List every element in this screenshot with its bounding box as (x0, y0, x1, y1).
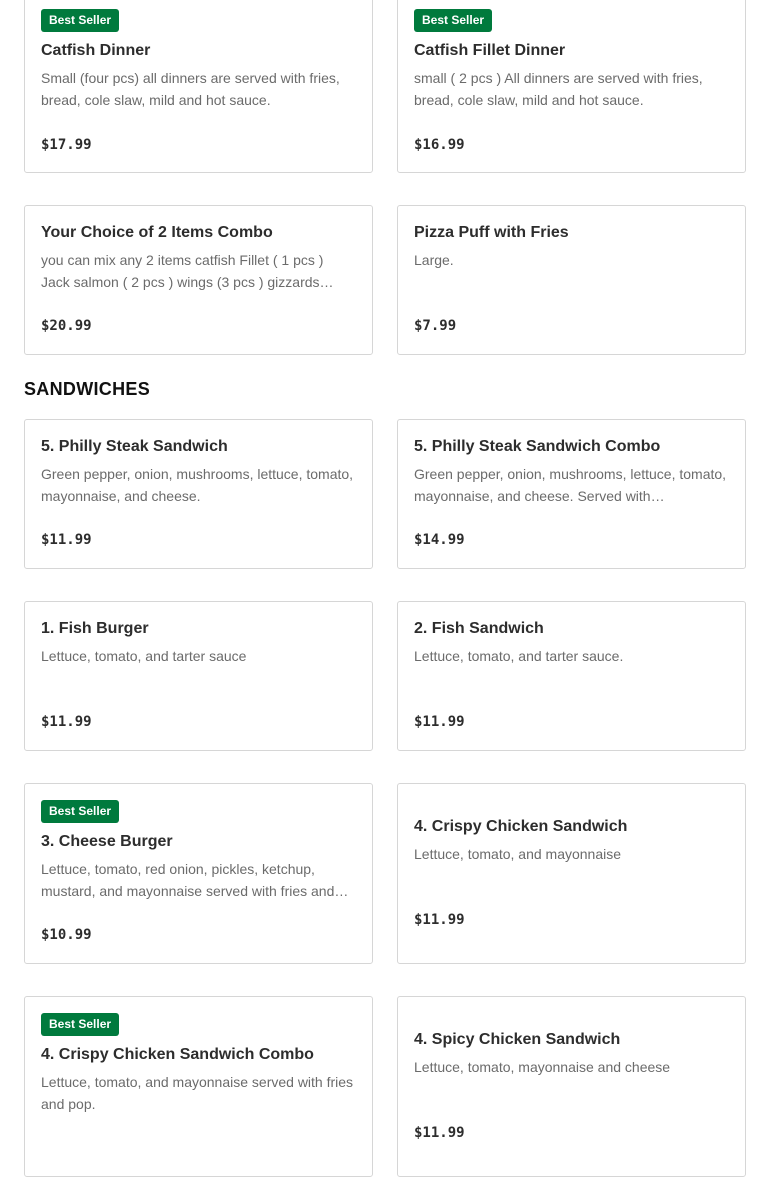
menu-item-description: Large. (414, 252, 454, 268)
menu-item-name: 4. Spicy Chicken Sandwich (414, 1031, 621, 1048)
menu-item-card[interactable] (24, 419, 373, 569)
menu-item-price: $7.99 (414, 318, 457, 334)
menu-item-card[interactable] (397, 783, 746, 964)
menu-item-name: 2. Fish Sandwich (414, 620, 544, 637)
menu-item-card[interactable] (24, 0, 373, 173)
best-seller-badge: Best Seller (41, 800, 119, 823)
menu-item-price: $20.99 (41, 318, 92, 334)
best-seller-badge: Best Seller (41, 1013, 119, 1036)
menu-grid-sandwiches (24, 419, 746, 1177)
menu-item-card[interactable] (397, 419, 746, 569)
menu-item-description: Lettuce, tomato, red onion, pickles, ketchup, mustard, and mayonnaise served with fries and… (41, 861, 349, 899)
menu-item-name: 1. Fish Burger (41, 620, 149, 637)
menu-item-name: 4. Crispy Chicken Sandwich (414, 818, 628, 835)
menu-item-name: 3. Cheese Burger (41, 833, 173, 850)
menu-item-description: Green pepper, onion, mushrooms, lettuce, tomato, mayonnaise, and cheese. Served with… (414, 466, 727, 504)
menu-item-description: Green pepper, onion, mushrooms, lettuce, tomato, mayonnaise, and cheese. (41, 466, 354, 504)
menu-item-price: $16.99 (414, 137, 465, 153)
menu-item-price: $10.99 (41, 927, 92, 943)
menu-item-price: $14.99 (414, 532, 465, 548)
menu-item-name: 5. Philly Steak Sandwich Combo (414, 438, 661, 455)
menu-item-card[interactable] (397, 205, 746, 355)
menu-grid-top (24, 0, 746, 355)
menu-item-price: $11.99 (41, 532, 92, 548)
menu-item-card[interactable] (24, 996, 373, 1177)
menu-item-description: Lettuce, tomato, and tarter sauce. (414, 648, 624, 664)
menu-item-card[interactable] (397, 601, 746, 751)
menu-item-price: $11.99 (414, 714, 465, 730)
menu-item-price: $11.99 (414, 1125, 465, 1141)
menu-item-name: 5. Philly Steak Sandwich (41, 438, 228, 455)
menu-item-card[interactable] (397, 996, 746, 1177)
menu-item-description: Lettuce, tomato, and mayonnaise served with fries and pop. (41, 1074, 354, 1112)
best-seller-badge: Best Seller (414, 9, 492, 32)
menu-item-card[interactable] (397, 0, 746, 173)
menu-item-price: $11.99 (41, 714, 92, 730)
menu-item-price: $11.99 (414, 912, 465, 928)
menu-item-description: Small (four pcs) all dinners are served with fries, bread, cole slaw, mild and hot sauce. (41, 70, 340, 108)
menu-item-card[interactable] (24, 601, 373, 751)
menu-item-name: Catfish Fillet Dinner (414, 42, 566, 59)
menu-item-name: 4. Crispy Chicken Sandwich Combo (41, 1046, 314, 1063)
menu-item-card[interactable] (24, 783, 373, 964)
menu-item-card[interactable] (24, 205, 373, 355)
menu-item-name: Pizza Puff with Fries (414, 224, 569, 241)
menu-item-description: you can mix any 2 items catfish Fillet ( 1 pcs ) Jack salmon ( 2 pcs ) wings (3 pcs ) gizzards… (41, 252, 334, 290)
section-title-sandwiches: SANDWICHES (24, 379, 151, 399)
best-seller-badge: Best Seller (41, 9, 119, 32)
menu-item-description: Lettuce, tomato, and mayonnaise (414, 846, 622, 862)
menu-item-price: $17.99 (41, 137, 92, 153)
menu-item-description: small ( 2 pcs ) All dinners are served with fries, bread, cole slaw, mild and hot sauce. (414, 70, 703, 108)
menu-item-description: Lettuce, tomato, and tarter sauce (41, 648, 247, 664)
menu-item-description: Lettuce, tomato, mayonnaise and cheese (414, 1059, 671, 1075)
menu-item-name: Your Choice of 2 Items Combo (41, 224, 273, 241)
menu-item-name: Catfish Dinner (41, 42, 151, 59)
